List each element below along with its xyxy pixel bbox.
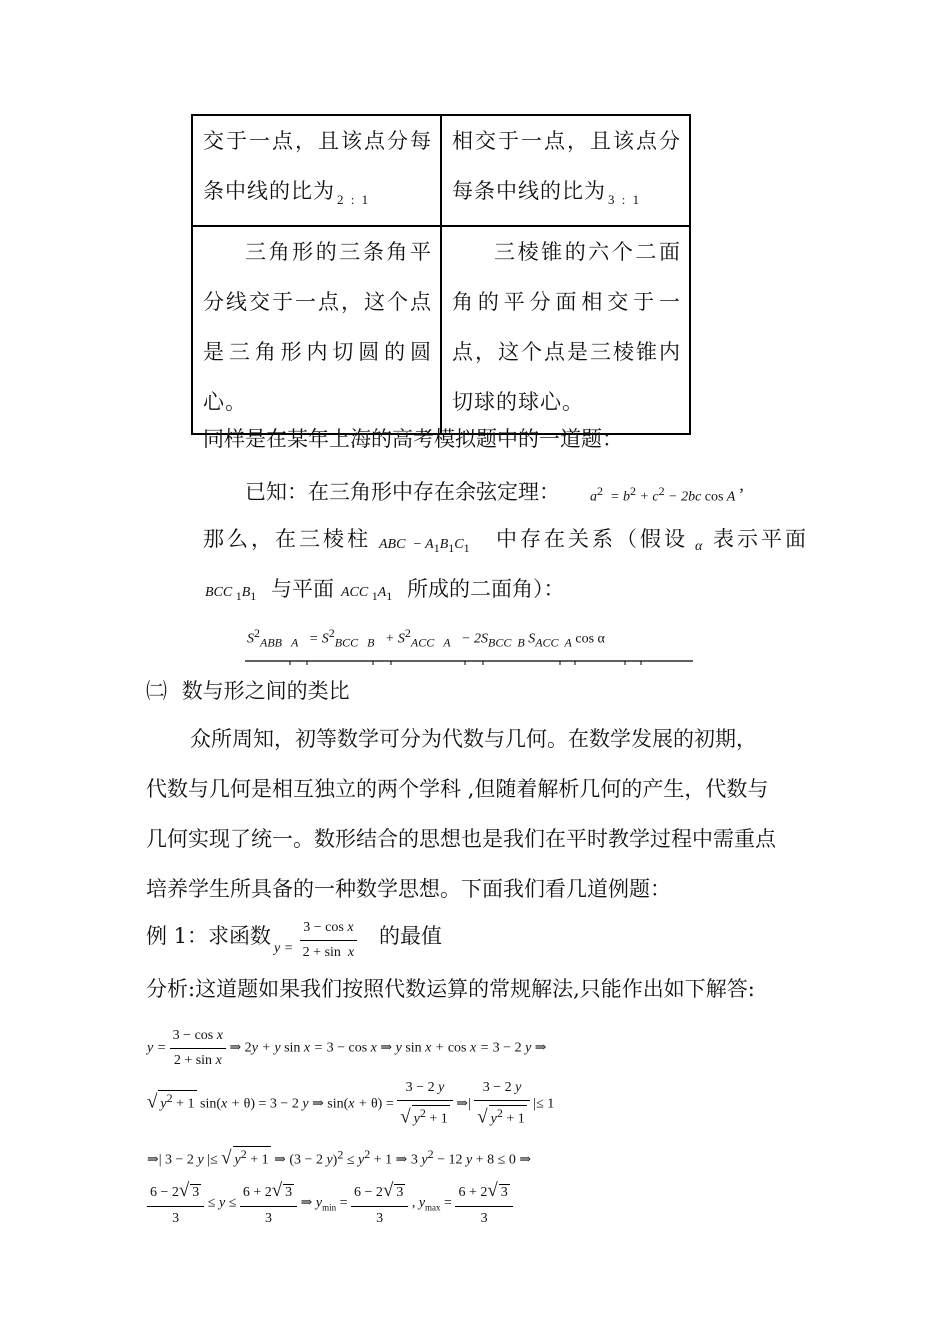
derivation-line-1: y = $\frac{\text{3 − cos x}}{\text{2 + sin x}}$ ⇒ 2y + y sin x = 3 − cos x ⇒ y sin x + cos x = 3 − 2 y ⇒ [147,1028,547,1068]
paragraph-text: 那么，在三棱柱 [203,527,371,551]
derivation-line-3: ⇒| 3 − 2 y |≤ √ $y^2 + 1$ ⇒ (3 − 2 $y)^2 \le y^2 + 1$ ⇒ 3 $y^2 - 12$ y + 8 ≤ 0 ⇒ [147,1147,532,1169]
paragraph-text: 中存在关系（假设 [496,527,688,551]
body-line: 代数与几何是相互独立的两个学科 ,但随着解析几何的产生，代数与 [146,777,769,801]
derivation-line-4: $\frac{6 - 2√ 3}{3}$ ≤ y ≤ $\frac{6 + 2√ 3}{3}$ ⇒ $y_{min}$ = $\frac{6 - 2√ 3}{3}$ , $y_{max}$ = $\frac{6 + 2√ 3}{3}$ [147,1180,513,1227]
comparison-table [191,114,691,435]
ratio-value: 2 : 1 [337,192,371,207]
paragraph-text: 已知：在三角形中存在余弦定理： [245,480,560,504]
body-line: 众所周知，初等数学可分为代数与几何。在数学发展的初期， [190,727,757,751]
plane-acc1a1: ACC $_1A_1$ [341,585,393,603]
derivation-line-2: √ $y^2 + 1$ sin(x + θ) = 3 − 2 y ⇒ sin(x + θ) = $\frac{3 - 2 y}{√ y^2 + 1}$ ⇒| $\frac{3 - 2 y}{√ y^2 + 1}$ |≤ 1 [147,1080,555,1128]
section-number: ㈡ [146,679,167,703]
cell-text: 交于一点，且该点分每条中线的比为 [203,129,432,203]
section-title: 数与形之间的类比 [181,679,350,703]
alpha-symbol: α [695,539,703,554]
formula-underline [245,656,695,666]
table-cell-tetrahedron-insphere: 三棱锥的六个二面角的平分面相交于一点，这个点是三棱锥内切球的球心。 [441,226,690,434]
example-function: y = $\frac{\text{3 − cos x}}{\text{2 + sin x}}$ [274,920,357,961]
paragraph-cosine-law [245,476,560,506]
prism-area-formula: $S^2_{ABB A} = S^2_{BCC B} + S^2_{ACC A} - 2S_{BCC B}$ $S_{ACC A}$ cos α [247,626,605,650]
section-heading [146,675,350,705]
prism-label: ABC − $A_1B_1C_1$ [379,537,470,555]
paragraph-text: 所成的二面角）： [407,577,565,601]
body-line: 几何实现了统一。数形结合的思想也是我们在平时教学过程中需重点 [146,827,776,851]
paragraph-prism [203,523,371,553]
example-suffix: 的最值 [379,924,442,948]
table-row [192,115,690,226]
table-cell-tetrahedron-median [441,115,690,226]
body-line: 培养学生所具备的一种数学思想。下面我们看几道例题： [146,877,671,901]
cell-text: 相交于一点，且该点分每条中线的比为 [452,129,681,203]
cosine-law-formula: $a^2 = b^2 + c^2 - 2bc$ cos A ’ [590,484,745,505]
paragraph-text: 表示平面 [713,527,809,551]
table-cell-triangle-incircle: 三角形的三条角平分线交于一点，这个点是三角形内切圆的圆心。 [192,226,441,434]
ratio-value: 3 : 1 [608,192,642,207]
paragraph-text: 与平面 [271,577,334,601]
analysis-paragraph: 分析:这道题如果我们按照代数运算的常规解法,只能作出如下解答: [146,977,755,1001]
paragraph-shanghai: 同样是在某年上海的高考模拟题中的一道题： [203,427,623,451]
table-row [192,226,690,434]
table-cell-triangle-median [192,115,441,226]
plane-bcc1b1: BCC $_1B_1$ [205,585,257,603]
example-label: 例 1：求函数 [146,924,272,948]
